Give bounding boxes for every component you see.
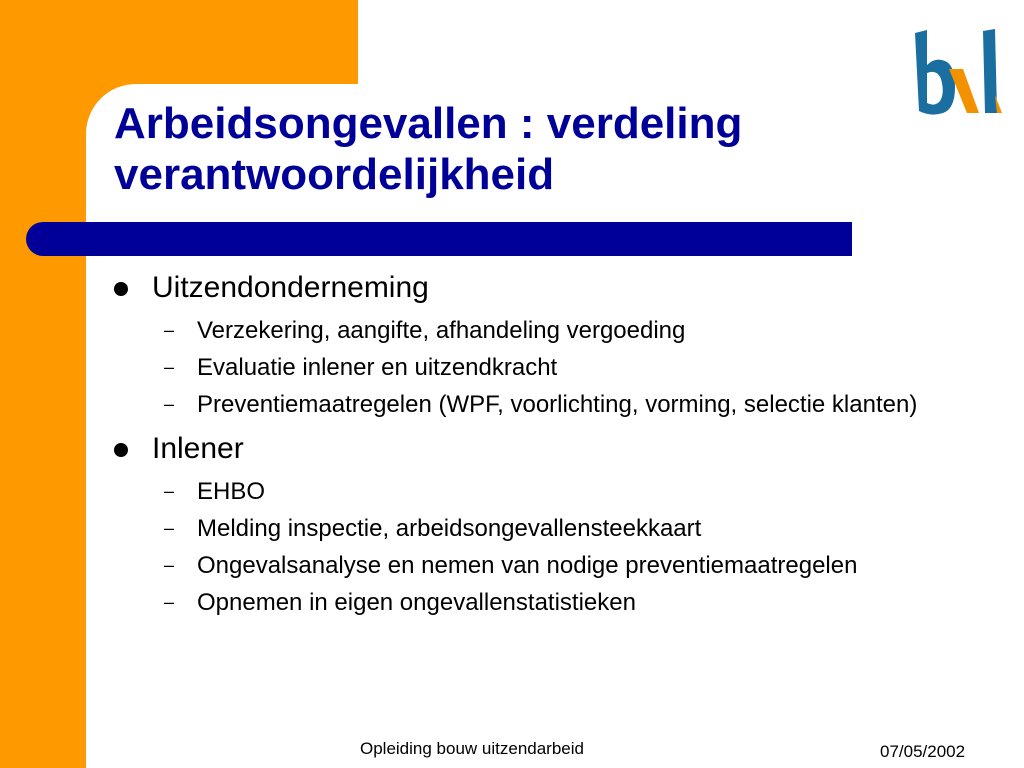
bullet-icon <box>114 443 128 457</box>
footer-course-title: Opleiding bouw uitzendarbeid <box>360 739 584 758</box>
sub-item-text: EHBO <box>197 478 266 505</box>
sub-item-text: Evaluatie inlener en uitzendkracht <box>197 354 558 381</box>
sub-item-text: Melding inspectie, arbeidsongevallensteekkaart <box>197 515 702 542</box>
dash-icon: – <box>164 357 175 377</box>
sub-list <box>152 316 1004 419</box>
dash-icon: – <box>164 394 175 414</box>
dash-icon: – <box>164 320 175 340</box>
list-item <box>114 316 1004 345</box>
sub-list <box>152 477 1004 617</box>
bullet-icon <box>114 282 128 296</box>
sub-item-text: Verzekering, aangifte, afhandeling vergoeding <box>197 317 686 344</box>
bullet-list <box>114 266 1004 617</box>
dash-icon: – <box>164 481 175 501</box>
sub-item-text: Ongevalsanalyse en nemen van nodige preventiemaatregelen <box>197 552 858 579</box>
list-item <box>114 390 1004 419</box>
slide-title: Arbeidsongevallen : verdeling verantwoordelijkheid <box>114 99 743 199</box>
list-item <box>114 551 1004 580</box>
bvl-logo-icon <box>905 25 1005 120</box>
section-heading: Uitzendonderneming <box>152 271 429 304</box>
list-item <box>114 477 1004 506</box>
list-item <box>114 514 1004 543</box>
dash-icon: – <box>164 518 175 538</box>
title-underline-bar <box>26 222 852 256</box>
sub-item-text: Opnemen in eigen ongevallenstatistieken <box>197 589 636 616</box>
list-item <box>114 588 1004 617</box>
section-heading: Inlener <box>152 432 244 465</box>
footer-date: 07/05/2002 <box>880 742 966 761</box>
dash-icon: – <box>164 592 175 612</box>
sub-item-text: Preventiemaatregelen (WPF, voorlichting, vorming, selectie klanten) <box>197 391 918 418</box>
list-item <box>114 268 1004 419</box>
list-item <box>114 429 1004 617</box>
dash-icon: – <box>164 555 175 575</box>
list-item <box>114 353 1004 382</box>
